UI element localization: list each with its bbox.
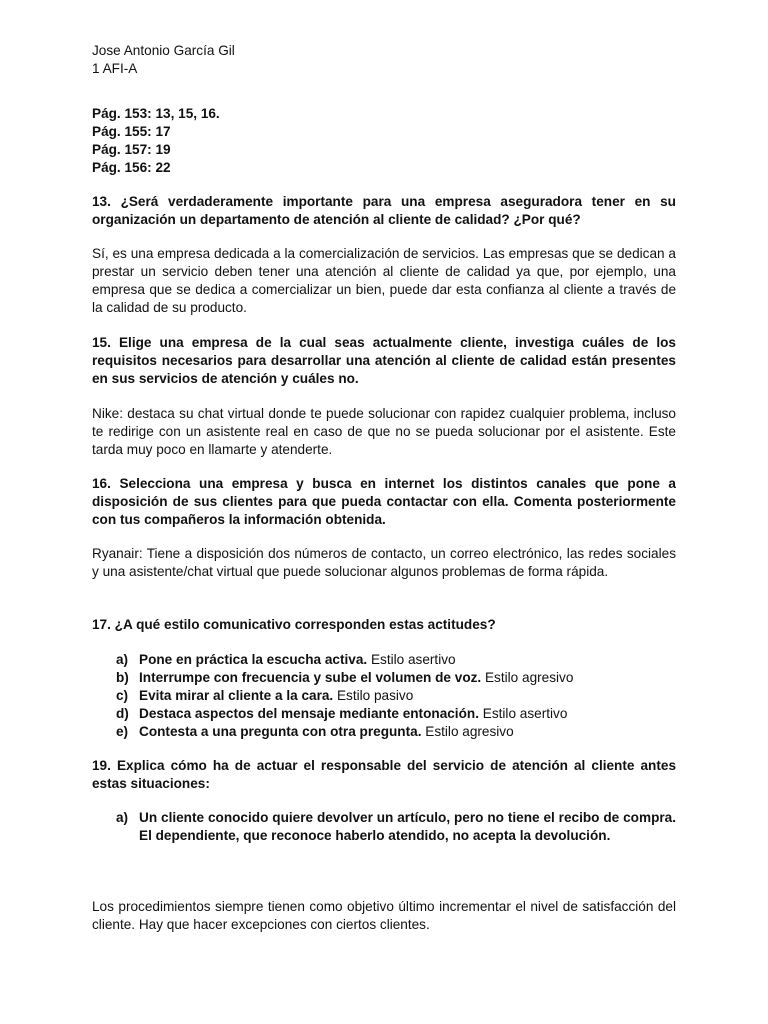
list-item (92, 809, 676, 845)
list-item (92, 687, 676, 705)
attitude-text: Interrumpe con frecuencia y sube el volumen de voz. (139, 670, 482, 685)
question-13: 13. ¿Será verdaderamente importante para una empresa aseguradora tener en su organización un departamento de atención al cliente de calidad? ¿Por qué? (92, 194, 676, 227)
attitude-text: Pone en práctica la escucha activa. (139, 652, 368, 667)
list-marker: b) (116, 670, 129, 685)
answer-16: Ryanair: Tiene a disposición dos números de contacto, un correo electrónico, las redes sociales y una asistente/chat virtual que puede solucionar algunos problemas de forma rápida. (92, 546, 676, 579)
attitude-text: Destaca aspectos del mensaje mediante entonación. (139, 706, 479, 721)
list-marker: d) (116, 706, 129, 721)
question-17: 17. ¿A qué estilo comunicativo corresponden estas actitudes? (92, 617, 496, 632)
question-15: 15. Elige una empresa de la cual seas actualmente cliente, investiga cuáles de los requisitos necesarios para desarrollar una atención al cliente de calidad están presentes en sus servicios de atención y cuáles no. (92, 335, 676, 386)
author-name: Jose Antonio García Gil (92, 43, 235, 58)
style-answer: Estilo asertivo (478, 706, 568, 721)
list-marker: e) (116, 724, 129, 739)
situation-text: Un cliente conocido quiere devolver un artículo, pero no tiene el recibo de compra. El dependiente, que reconoce haberlo atendido, no acepta la devolución. (139, 810, 676, 843)
question-16: 16. Selecciona una empresa y busca en internet los distintos canales que pone a disposición de sus clientes para que pueda contactar con ella. Comenta posteriormente con tus compañeros la información obtenida. (92, 476, 676, 527)
page-reference: Pág. 155: 17 (92, 124, 171, 139)
header (92, 42, 676, 78)
style-answer: Estilo pasivo (333, 688, 414, 703)
class-group: 1 AFI-A (92, 61, 138, 76)
page-reference: Pág. 156: 22 (92, 160, 171, 175)
list-item (92, 705, 676, 723)
answer-13: Sí, es una empresa dedicada a la comercialización de servicios. Las empresas que se dedican a prestar un servicio deben tener una atención al cliente de calidad ya que, por ejemplo, una empresa que se dedica a comercializar un bien, puede dar esta confianza al cliente a través de la calidad de su producto. (92, 246, 676, 315)
style-answer: Estilo agresivo (481, 670, 574, 685)
page-reference: Pág. 153: 13, 15, 16. (92, 106, 220, 121)
list-marker: a) (116, 652, 129, 667)
attitude-text: Contesta a una pregunta con otra pregunta. (139, 724, 422, 739)
list-marker: a) (116, 810, 129, 825)
page-references (92, 105, 676, 177)
list-item (92, 669, 676, 687)
question-19: 19. Explica cómo ha de actuar el responsable del servicio de atención al cliente antes estas situaciones: (92, 758, 676, 791)
style-list (92, 651, 676, 741)
list-item (92, 651, 676, 669)
answer-15: Nike: destaca su chat virtual donde te puede solucionar con rapidez cualquier problema, incluso te redirige con un asistente real en caso de que no se pueda solucionar por el asistente. Este tarda muy poco en llamarte y atenderte. (92, 406, 676, 457)
style-answer: Estilo asertivo (367, 652, 456, 667)
page-reference: Pág. 157: 19 (92, 142, 171, 157)
list-item (92, 723, 676, 741)
situation-list (92, 809, 676, 845)
attitude-text: Evita mirar al cliente a la cara. (139, 688, 334, 703)
list-marker: c) (116, 688, 129, 703)
style-answer: Estilo agresivo (421, 724, 514, 739)
answer-19: Los procedimientos siempre tienen como objetivo último incrementar el nivel de satisfacción del cliente. Hay que hacer excepciones con ciertos clientes. (92, 899, 676, 932)
